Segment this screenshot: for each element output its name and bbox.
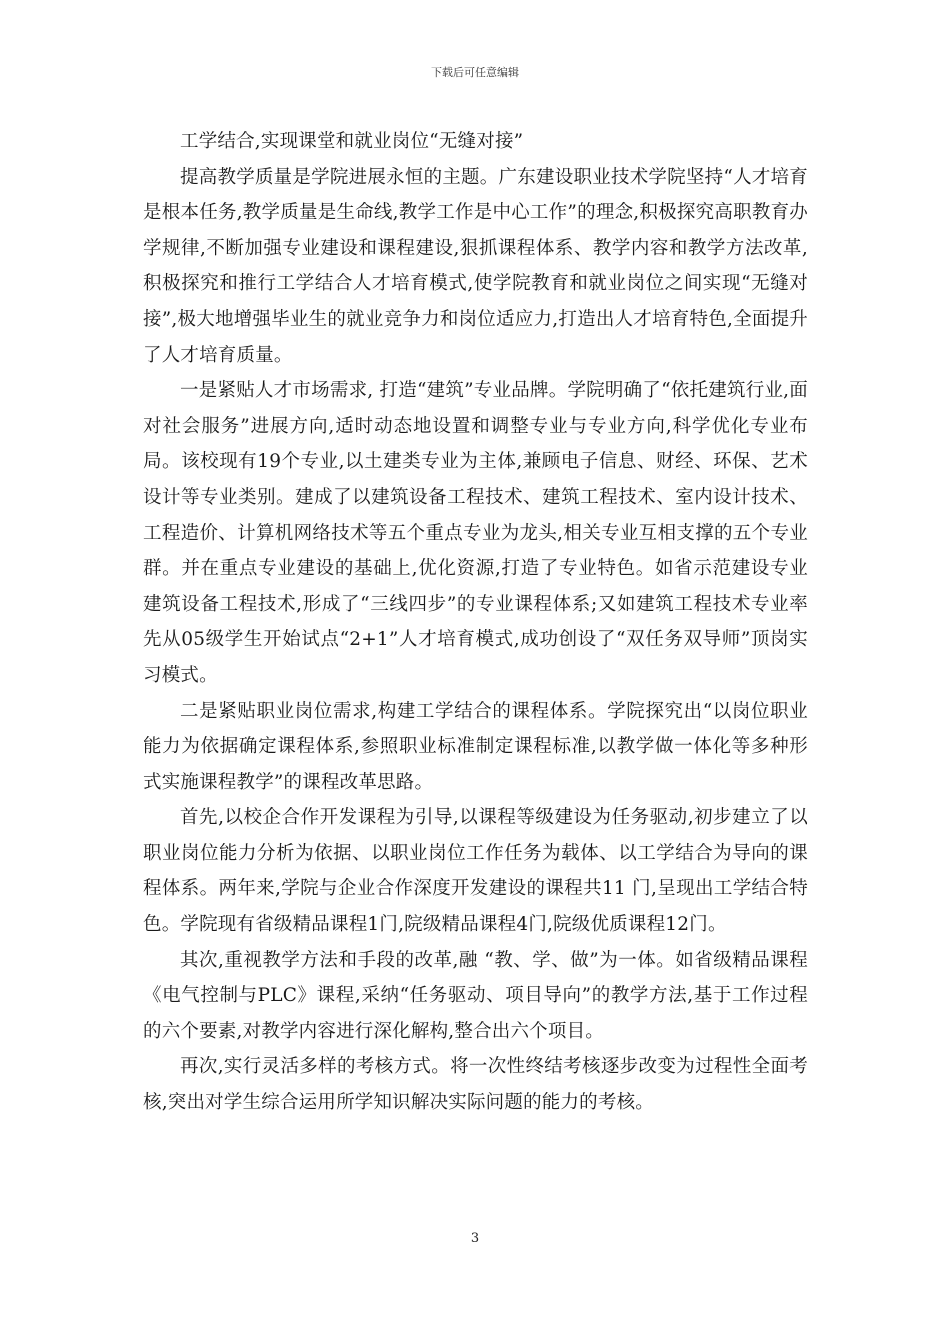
paragraph: 提高教学质量是学院进展永恒的主题。广东建设职业技术学院坚持“人才培育是根本任务,教学质量是生命线,教学工作是中心工作”的理念,积极探究高职教育办学规律,不断加强专业建设和课程建设,狠抓课程体系、教学内容和教学方法改革,积极探究和推行工学结合人才培育模式,使学院教育和就业岗位之间实现“无缝对接”,极大地增强毕业生的就业竞争力和岗位适应力,打造出人才培育特色,全面提升了人才培育质量。 xyxy=(143,166,808,366)
section-heading: 工学结合,实现课堂和就业岗位“无缝对接” xyxy=(180,131,524,152)
paragraph: 二是紧贴职业岗位需求,构建工学结合的课程体系。学院探究出“以岗位职业能力为依据确定课程体系,参照职业标准制定课程标准,以教学做一体化等多种形式实施课程教学”的课程改革思路。 xyxy=(143,700,808,793)
paragraph: 其次,重视教学方法和手段的改革,融 “教、学、做”为一体。如省级精品课程《电气控制与PLC》课程,采纳“任务驱动、项目导向”的教学方法,基于工作过程的六个要素,对教学内容进行深化解构,整合出六个项目。 xyxy=(143,949,808,1042)
paragraph: 一是紧贴人才市场需求, 打造“建筑”专业品牌。学院明确了“依托建筑行业,面对社会服务”进展方向,适时动态地设置和调整专业与专业方向,科学优化专业布局。该校现有19个专业,以土建类专业为主体,兼顾电子信息、财经、环保、艺术设计等专业类别。建成了以建筑设备工程技术、建筑工程技术、室内设计技术、工程造价、计算机网络技术等五个重点专业为龙头,相关专业互相支撑的五个专业群。并在重点专业建设的基础上,优化资源,打造了专业特色。如省示范建设专业建筑设备工程技术,形成了“三线四步”的专业课程体系;又如建筑工程技术专业率先从05级学生开始试点“2+1”人才培育模式,成功创设了“双任务双导师”顶岗实习模式。 xyxy=(143,380,808,686)
page-header: 下载后可任意编辑 xyxy=(431,66,519,79)
page-number: 3 xyxy=(470,1231,480,1246)
document-body xyxy=(143,124,808,1121)
paragraph: 再次,实行灵活多样的考核方式。将一次性终结考核逐步改变为过程性全面考核,突出对学生综合运用所学知识解决实际问题的能力的考核。 xyxy=(143,1056,808,1114)
paragraph: 首先,以校企合作开发课程为引导,以课程等级建设为任务驱动,初步建立了以职业岗位能力分析为依据、以职业岗位工作任务为载体、以工学结合为导向的课程体系。两年来,学院与企业合作深度开发建设的课程共11 门,呈现出工学结合特色。学院现有省级精品课程1门,院级精品课程4门,院级优质课程12门。 xyxy=(143,807,808,936)
